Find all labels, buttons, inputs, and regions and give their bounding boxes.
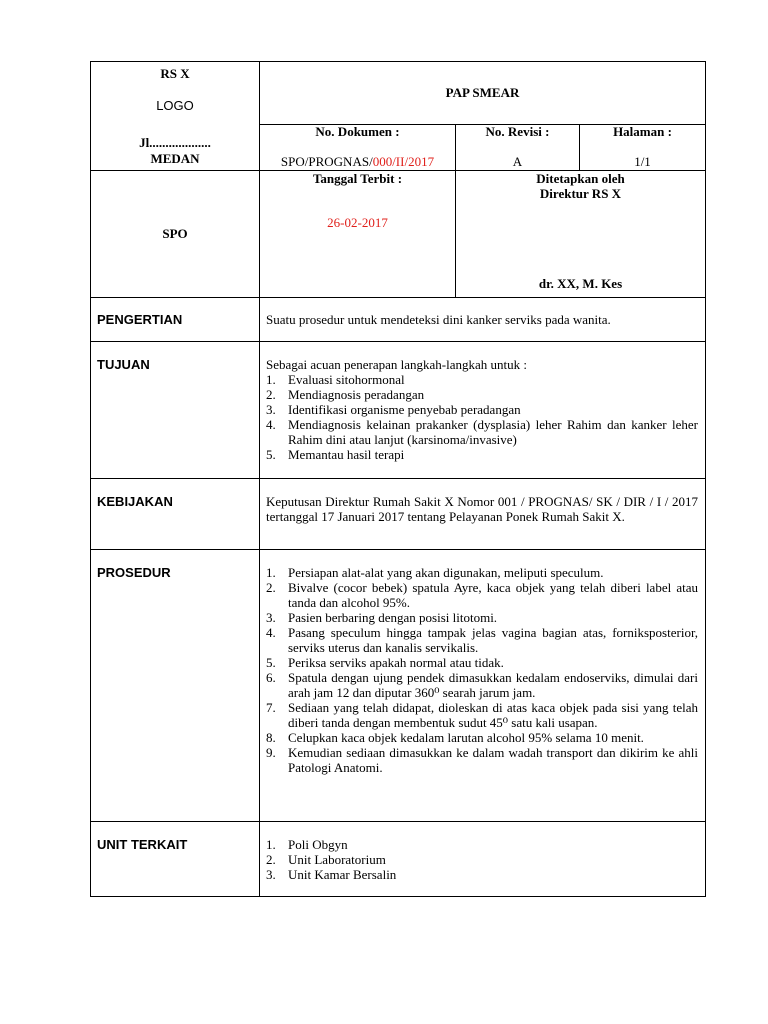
approved-by-label: Ditetapkan oleh <box>536 171 625 186</box>
logo-placeholder: LOGO <box>156 98 194 113</box>
list-item: 3. Unit Kamar Bersalin <box>266 867 397 882</box>
page-value: 1/1 <box>634 154 651 169</box>
unit-terkait-content <box>266 837 698 882</box>
pengertian-text: Suatu prosedur untuk mendeteksi dini kanker serviks pada wanita. <box>266 312 611 327</box>
list-item: 5. Periksa serviks apakah normal atau tidak. <box>266 655 504 670</box>
kebijakan-label: KEBIJAKAN <box>97 494 173 509</box>
doc-no-label: No. Dokumen : <box>315 124 400 139</box>
doc-no-suffix: 000/II/2017 <box>372 154 435 169</box>
prosedur-content <box>266 565 698 775</box>
list-item: 2. Unit Laboratorium <box>266 852 386 867</box>
tujuan-content <box>266 357 698 462</box>
document-title: PAP SMEAR <box>445 85 520 100</box>
list-item: 1. Poli Obgyn <box>266 837 348 852</box>
kebijakan-text: Keputusan Direktur Rumah Sakit X Nomor 001 / PROGNAS/ SK / DIR / I / 2017 tertanggal 17 Januari 2017 tentang Pelayanan Ponek Rumah Sakit X. <box>266 494 698 524</box>
hospital-name: RS X <box>160 66 190 81</box>
list-item: 4. Mendiagnosis kelainan prakanker (dysplasia) leher Rahim dan kanker leher Rahim dini atau lanjut (karsinoma/invasive) <box>266 417 698 447</box>
hospital-address: Jl................... <box>139 135 211 150</box>
pengertian-label: PENGERTIAN <box>97 312 183 327</box>
unit-terkait-label-cell <box>90 821 260 897</box>
issue-date-value: 26-02-2017 <box>327 215 388 230</box>
tujuan-list <box>266 372 698 462</box>
spo-label: SPO <box>162 226 188 241</box>
list-item: 3. Identifikasi organisme penyebab peradangan <box>266 402 521 417</box>
revision-value: A <box>512 154 523 169</box>
page-label: Halaman : <box>613 124 672 139</box>
issue-date-label: Tanggal Terbit : <box>312 171 403 186</box>
list-item: 1. Evaluasi sitohormonal <box>266 372 405 387</box>
unit-terkait-label: UNIT TERKAIT <box>97 837 188 852</box>
list-item: 6. Spatula dengan ujung pendek dimasukkan kedalam endoserviks, dimulai dari arah jam 12 dan diputar 360⁰ searah jarum jam. <box>266 670 698 700</box>
prosedur-label-cell <box>90 549 260 822</box>
doc-no-prefix: SPO/PROGNAS/ <box>280 154 373 169</box>
tujuan-label: TUJUAN <box>97 357 150 372</box>
approver-name: dr. XX, M. Kes <box>538 276 623 291</box>
list-item: 2. Bivalve (cocor bebek) spatula Ayre, kaca objek yang telah diberi label atau tanda dan alcohol 95%. <box>266 580 698 610</box>
issue-date-cell <box>259 170 456 298</box>
list-item: 3. Pasien berbaring dengan posisi litotomi. <box>266 610 498 625</box>
list-item: 9. Kemudian sediaan dimasukkan ke dalam wadah transport dan dikirim ke ahli Patologi Anatomi. <box>266 745 698 775</box>
list-item: 2. Mendiagnosis peradangan <box>266 387 425 402</box>
doc-no-value <box>259 154 456 169</box>
list-item: 8. Celupkan kaca objek kedalam larutan alcohol 95% selama 10 menit. <box>266 730 644 745</box>
list-item: 7. Sediaan yang telah didapat, dioleskan di atas kaca objek pada sisi yang telah diberi tanda dengan membentuk sudut 45⁰ satu kali usapan. <box>266 700 698 730</box>
prosedur-label: PROSEDUR <box>97 565 171 580</box>
list-item: 4. Pasang speculum hingga tampak jelas vagina bagian atas, forniksposterior, serviks uterus dan kanalis servikalis. <box>266 625 698 655</box>
hospital-city: MEDAN <box>150 151 200 166</box>
revision-label: No. Revisi : <box>485 124 550 139</box>
list-item: 5. Memantau hasil terapi <box>266 447 405 462</box>
kebijakan-label-cell <box>90 478 260 550</box>
tujuan-intro: Sebagai acuan penerapan langkah-langkah untuk : <box>266 357 527 372</box>
unit-terkait-list <box>266 837 698 882</box>
approved-by-org: Direktur RS X <box>539 186 622 201</box>
prosedur-list <box>266 565 698 775</box>
list-item: 1. Persiapan alat-alat yang akan digunakan, meliputi speculum. <box>266 565 604 580</box>
